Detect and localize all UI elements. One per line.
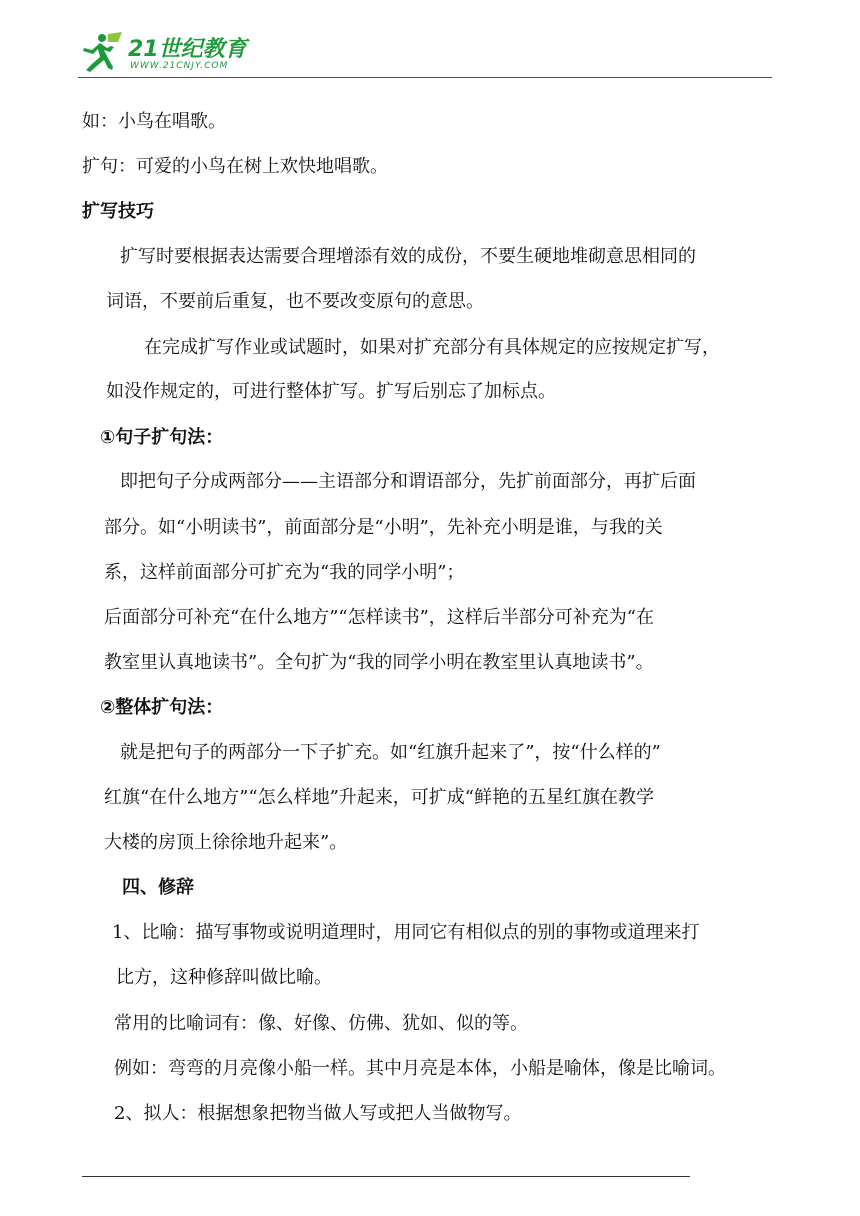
text-line: 后面部分可补充“在什么地方”“怎样读书”，这样后半部分可补充为“在 <box>104 607 655 628</box>
text-line: 常用的比喻词有：像、好像、仿佛、犹如、似的等。 <box>114 1013 528 1034</box>
text-line: 比方，这种修辞叫做比喻。 <box>116 967 332 988</box>
text-line: 系，这样前面部分可扩充为“我的同学小明”； <box>104 562 465 583</box>
section-heading: 扩写技巧 <box>82 201 154 222</box>
text-line: 即把句子分成两部分——主语部分和谓语部分，先扩前面部分，再扩后面 <box>120 471 696 492</box>
logo-text: 21世纪教育 <box>128 37 247 62</box>
text-line: 红旗“在什么地方”“怎么样地”升起来，可扩成“鲜艳的五星红旗在教学 <box>104 787 655 808</box>
logo-url: WWW.21CNJY.COM <box>130 61 229 71</box>
header-divider <box>78 77 772 78</box>
text-line: 如：小鸟在唱歌。 <box>82 111 226 132</box>
text-line: 词语，不要前后重复，也不要改变原句的意思。 <box>106 291 484 312</box>
text-line: 2、拟人：根据想象把物当做人写或把人当做物写。 <box>114 1103 522 1124</box>
text-line: 大楼的房顶上徐徐地升起来”。 <box>104 832 348 853</box>
text-line: 部分。如“小明读书”，前面部分是“小明”，先补充小明是谁，与我的关 <box>104 517 663 538</box>
running-figure-icon <box>78 30 126 74</box>
footer-divider <box>82 1176 690 1177</box>
section-heading: ②整体扩句法： <box>100 697 224 718</box>
text-line: 如没作规定的，可进行整体扩写。扩写后别忘了加标点。 <box>106 381 556 402</box>
text-line: 例如：弯弯的月亮像小船一样。其中月亮是本体，小船是喻体，像是比喻词。 <box>114 1058 726 1079</box>
section-heading: 四、修辞 <box>122 877 194 898</box>
logo <box>78 28 278 76</box>
text-line: 在完成扩写作业或试题时，如果对扩充部分有具体规定的应按规定扩写， <box>144 337 720 358</box>
section-heading: ①句子扩句法： <box>100 427 224 448</box>
page-header <box>78 28 772 80</box>
text-line: 扩写时要根据表达需要合理增添有效的成份，不要生硬地堆砌意思相同的 <box>120 246 696 267</box>
text-line: 1、比喻：描写事物或说明道理时，用同它有相似点的别的事物或道理来打 <box>112 922 700 943</box>
text-line: 扩句：可爱的小鸟在树上欢快地唱歌。 <box>82 156 388 177</box>
text-line: 教室里认真地读书”。全句扩为“我的同学小明在教室里认真地读书”。 <box>104 652 654 673</box>
text-line: 就是把句子的两部分一下子扩充。如“红旗升起来了”，按“什么样的” <box>120 742 661 763</box>
